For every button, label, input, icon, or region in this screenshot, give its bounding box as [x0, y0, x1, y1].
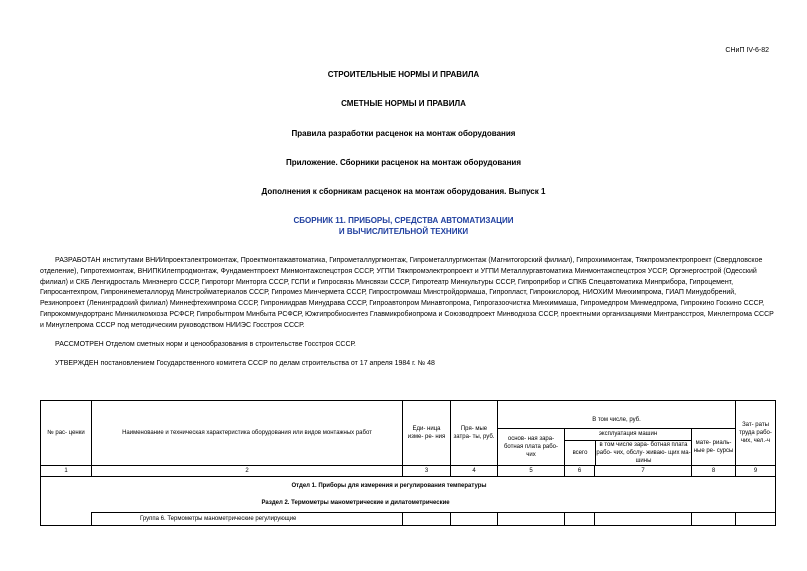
header-wages: основ- ная зара- ботная плата рабо- чих [498, 429, 565, 466]
column-number: 5 [498, 466, 565, 477]
header-machines-block [565, 429, 692, 466]
heading-collection-line1: СБОРНИК 11. ПРИБОРЫ, СРЕДСТВА АВТОМАТИЗАЦИИ [293, 216, 514, 225]
column-number: 2 [92, 466, 403, 477]
column-number: 3 [403, 466, 451, 477]
header-rate-number: № рас- ценки [41, 401, 92, 466]
heading-supplements: Дополнения к сборникам расценок на монтаж оборудования. Выпуск 1 [261, 187, 546, 196]
approved-paragraph [40, 359, 775, 370]
header-machines-total: всего [565, 441, 596, 465]
group-row-cell [451, 513, 498, 526]
heading-collection-line2: И ВЫЧИСЛИТЕЛЬНОЙ ТЕХНИКИ [338, 227, 469, 236]
reviewed-text: РАССМОТРЕН Отделом сметных норм и ценообразования в строительстве Госстроя СССР. [55, 341, 356, 348]
column-number: 9 [736, 466, 776, 477]
heading-building-norms: СТРОИТЕЛЬНЫЕ НОРМЫ И ПРАВИЛА [327, 70, 480, 79]
group-title: Группа 6. Термометры манометрические регулирующие [92, 513, 403, 526]
group-row-cell [403, 513, 451, 526]
heading-appendix: Приложение. Сборники расценок на монтаж оборудования [285, 158, 522, 167]
column-number: 7 [595, 466, 692, 477]
group-row-cell [498, 513, 565, 526]
group-row-cell [595, 513, 692, 526]
header-name: Наименование и техническая характеристика оборудования или видов монтажных работ [92, 401, 403, 466]
header-direct-costs: Пря- мые затра- ты, руб. [451, 401, 498, 466]
group-row-cell [736, 513, 776, 526]
header-machine-wages: в том числе зара- ботная плата рабо- чих, обслу- живаю- щих ма- шины [596, 442, 691, 464]
header-labor-costs: Зат- раты труда рабо- чих, чел.-ч [736, 401, 776, 466]
header-including [498, 401, 736, 412]
developed-paragraph [40, 256, 775, 332]
group-row-cell [692, 513, 736, 526]
column-number: 1 [41, 466, 92, 477]
group-row-cell [565, 513, 595, 526]
column-number: 8 [692, 466, 736, 477]
header-unit: Еди- ница изме- ре- ния [403, 401, 451, 466]
section-title: Отдел 1. Приборы для измерения и регулирования температуры [92, 477, 776, 495]
heading-estimate-norms: СМЕТНЫЕ НОРМЫ И ПРАВИЛА [341, 99, 466, 108]
developed-text: РАЗРАБОТАН институтами ВНИИпроектэлектромонтаж, Проектмонтажавтоматика, Гипрометаллургмонтаж, Гипрометаллургмонтаж (Магнитогорский филиал), Гипрохиммонтаж, Тяжпромэлектропроект (Свердловское отделение), Гипротехмонтаж, ВНИПКИлегпродмонтаж, Фундаментпроект Минмонтажспецстроя СССР, УГПИ Тяжпромэлектропроект и УГПИ Металлургавтоматика Минмонтажспецстроя УССР, Оргэнергострой (Одесский филиал) и СКБ Ленгидросталь Минэнерго СССР, Гипроторг Минторга СССР, ГСПИ и Гипросвязь Минсвязи СССР, Гипротеатр Минкультуры СССР, Гипроприбор и СПКБ Спецавтоматика Минприбора, Гипроцемент, Гипросантехпром, Гипронинеметаллоруд Минстройматериалов СССР, Гипромез Минчермета СССР, Гипростроммаш Минстройдормаша, Гипропласт, Гипрокислород, НИОХИМ Минхимпрома, ГИАП Минудобрений, Резинопроект (Ленинградский филиал) Миннефтехимпрома СССР, Гипрониидрав Минудрава СССР, Гипроавтопром Минавтопрома, Гипрогазоочистка Минхиммаша, Гипромедпром Минмедпрома, Гипрокино Госкино СССР, Гипрокоммундортранс Минжилкомхоза РСФСР, Гипробытпром Минбыта РСФСР, Южгипробиосинтез Главмикробиопрома и Союзводпроект Минводхоза СССР, проектными организациями Минтрансстроя, Минлегпрома СССР и Минуглепрома СССР под методическим руководством НИИЭС Госстроя СССР. [40, 257, 774, 329]
column-number: 6 [565, 466, 595, 477]
group-row-cell [41, 513, 92, 526]
heading-rules: Правила разработки расценок на монтаж оборудования [291, 129, 516, 138]
document-code: СНиП IV-6-82 [725, 47, 769, 54]
section-spacer [41, 477, 92, 495]
header-including-label: В том числе, руб. [498, 412, 736, 429]
rates-table [40, 400, 776, 526]
header-machines: эксплуатация машин [565, 429, 691, 441]
subsection-spacer [41, 495, 92, 513]
reviewed-paragraph [40, 340, 775, 351]
approved-text: УТВЕРЖДЕН постановлением Государственного комитета СССР по делам строительства от 17 апреля 1984 г. № 48 [55, 360, 435, 367]
header-materials: мате- риаль- ные ре- сурсы [692, 429, 736, 466]
subsection-title: Раздел 2. Термометры манометрические и дилатометрические [92, 495, 776, 513]
column-number: 4 [451, 466, 498, 477]
